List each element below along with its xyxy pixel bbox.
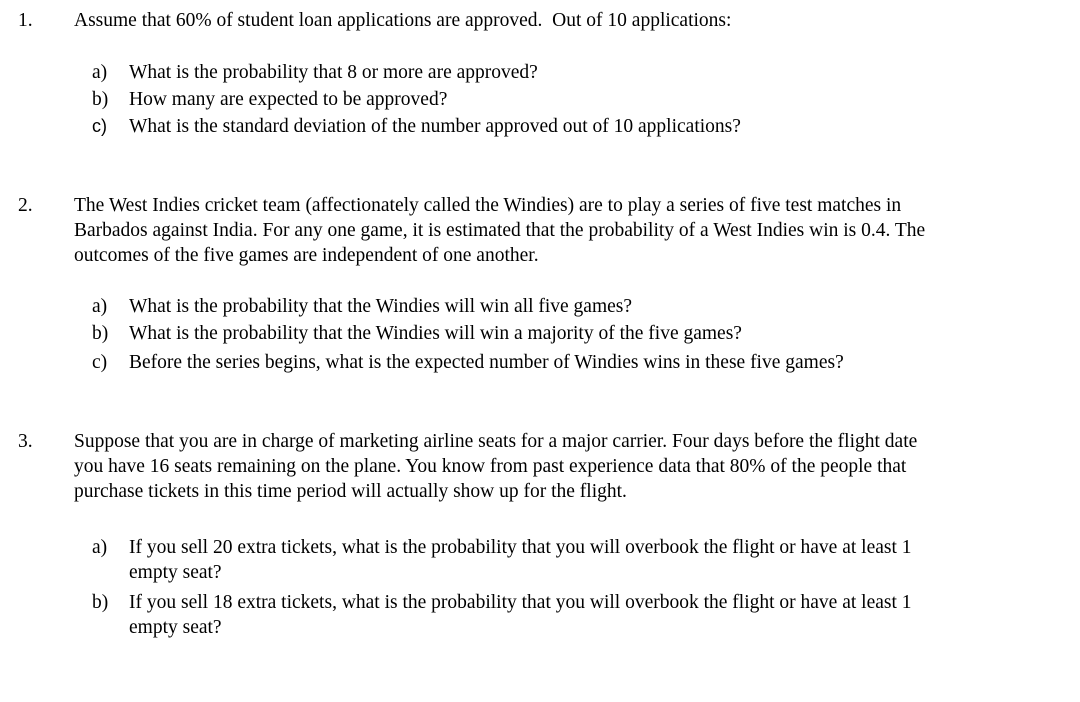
question-number: 3. [18, 431, 33, 452]
part-letter: b) [92, 89, 109, 110]
question-text-line: The West Indies cricket team (affectionately called the Windies) are to play a series of five test matches in [74, 195, 902, 216]
part-letter: b) [92, 592, 109, 613]
part-text: What is the standard deviation of the number approved out of 10 applications? [129, 116, 741, 137]
question-number: 2. [18, 195, 33, 216]
question-text-line: you have 16 seats remaining on the plane. You know from past experience data that 80% of the people that [74, 456, 907, 477]
part-text: What is the probability that 8 or more are approved? [129, 62, 538, 83]
question-text-line: purchase tickets in this time period will actually show up for the flight. [74, 481, 627, 502]
question-number: 1. [18, 10, 33, 31]
part-letter: c) [92, 352, 108, 373]
part-text-line: empty seat? [129, 562, 222, 583]
part-text: What is the probability that the Windies will win all five games? [129, 296, 633, 317]
question-text-line: Barbados against India. For any one game, it is estimated that the probability of a West Indies win is 0.4. The [74, 220, 926, 241]
part-letter: c) [92, 116, 107, 136]
part-letter: a) [92, 537, 108, 558]
part-text: What is the probability that the Windies will win a majority of the five games? [129, 323, 742, 344]
question-text [74, 429, 1064, 504]
question-text: Assume that 60% of student loan applications are approved. Out of 10 applications: [74, 10, 732, 31]
part-text: How many are expected to be approved? [129, 89, 448, 110]
part-text [129, 590, 1029, 640]
question-text-line: Suppose that you are in charge of marketing airline seats for a major carrier. Four days before the flight date [74, 431, 918, 452]
part-text-line: If you sell 20 extra tickets, what is the probability that you will overbook the flight or have at least 1 [129, 537, 912, 558]
question-text [74, 193, 1064, 268]
part-letter: a) [92, 62, 108, 83]
part-text [129, 535, 1029, 585]
part-text: Before the series begins, what is the expected number of Windies wins in these five games? [129, 352, 844, 373]
part-letter: a) [92, 296, 108, 317]
question-text-line: outcomes of the five games are independent of one another. [74, 245, 539, 266]
part-text-line: empty seat? [129, 617, 222, 638]
part-text-line: If you sell 18 extra tickets, what is the probability that you will overbook the flight or have at least 1 [129, 592, 912, 613]
part-letter: b) [92, 323, 109, 344]
